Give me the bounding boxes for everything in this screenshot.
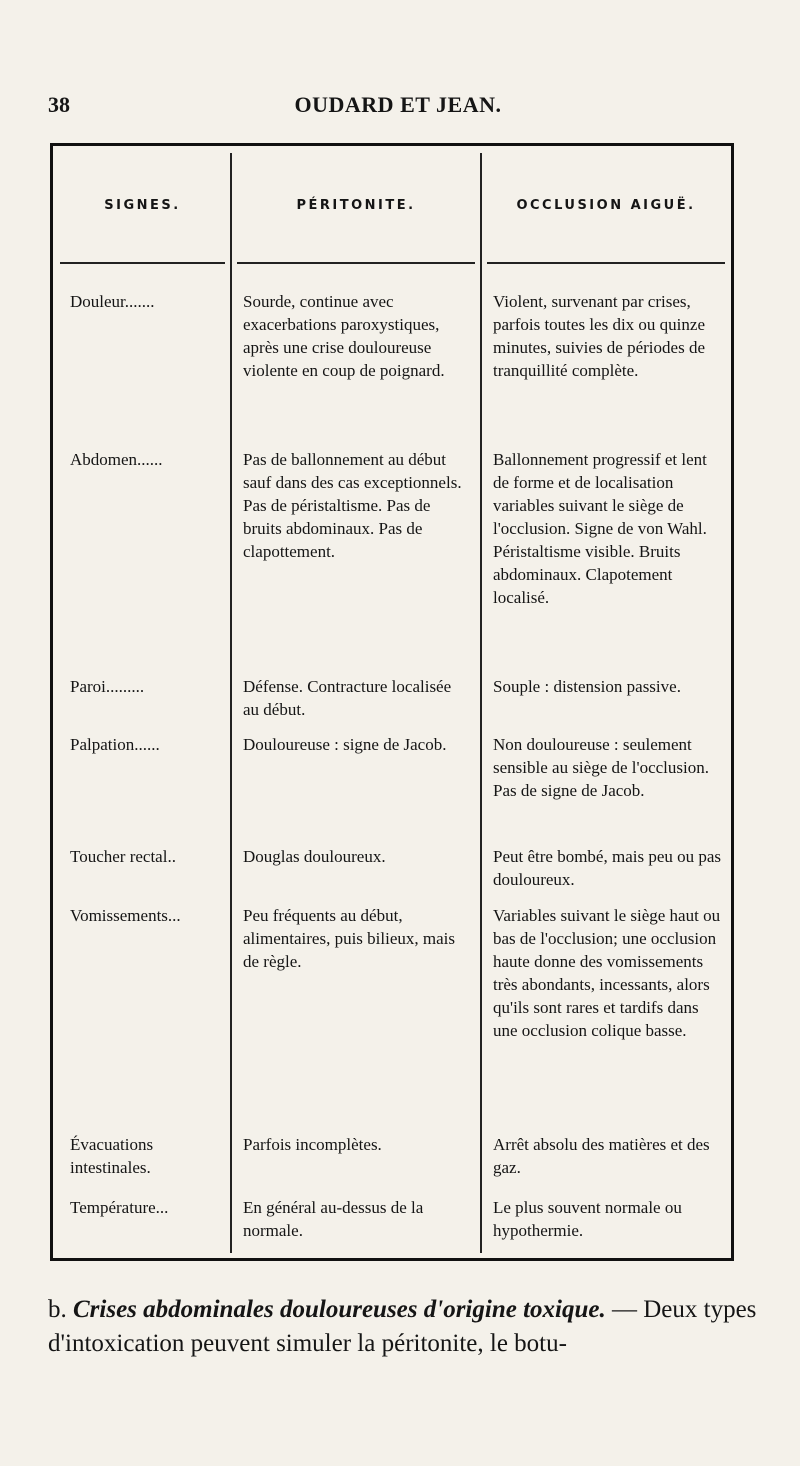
sign-cell: Palpation...... [70,735,160,754]
page-number: 38 [48,92,70,117]
section-subheading: Crises abdominales douloureuses d'origine toxique. [73,1296,606,1323]
occlusion-cell: Souple : distension passive. [493,677,681,696]
peritonite-cell: Douloureuse : signe de Jacob. [243,735,447,754]
sign-cell: Toucher rectal.. [70,847,176,866]
occlusion-cell: Le plus souvent normale ou hypothermie. [493,1198,682,1240]
header-rule [60,262,225,264]
peritonite-cell: Parfois incomplètes. [243,1135,382,1154]
running-title: OUDARD ET JEAN. [294,92,502,117]
sign-cell: Évacuations intestinales. [70,1135,154,1177]
sign-cell: Abdomen...... [70,450,163,469]
column-header-occlusion: OCCLUSION AIGUË. [516,198,696,213]
occlusion-cell: Arrêt absolu des matières et des gaz. [493,1135,710,1177]
paragraph-text: — Deux types d'intoxication peuvent simuler la péritonite, le botu- [48,1296,757,1357]
sign-cell: Température... [70,1198,169,1217]
column-header-peritonite: PÉRITONITE. [296,198,416,213]
sign-cell: Paroi......... [70,677,145,696]
sign-cell: Douleur....... [70,292,155,311]
occlusion-cell: Variables suivant le siège haut ou bas de l'occlusion; une occlusion haute donne des vomissements très abondants, incessants, alors qu'ils sont rares et tardifs dans une occlusion colique basse. [493,906,721,1040]
header-rule [237,262,475,264]
column-divider [480,153,482,1253]
peritonite-cell: Douglas douloureux. [243,847,386,866]
occlusion-cell: Ballonnement progressif et lent de forme et de localisation variables suivant le siège de l'occlusion. Signe de von Wahl. Péristaltisme visible. Bruits abdominaux. Clapotement localisé. [493,450,707,607]
section-label: b. [48,1296,67,1323]
occlusion-cell: Peut être bombé, mais peu ou pas douloureux. [493,847,722,889]
sign-cell: Vomissements... [70,906,181,925]
page-header [48,92,748,122]
occlusion-cell: Non douloureuse : seulement sensible au siège de l'occlusion. Pas de signe de Jacob. [493,735,709,800]
occlusion-cell: Violent, survenant par crises, parfois toutes les dix ou quinze minutes, suivies de périodes de tranquillité complète. [493,292,705,380]
peritonite-cell: Pas de ballonnement au début sauf dans des cas exceptionnels. Pas de péristaltisme. Pas de bruits abdominaux. Pas de clapottement. [243,450,462,561]
body-paragraph [48,1293,768,1361]
peritonite-cell: En général au-dessus de la normale. [243,1198,424,1240]
peritonite-cell: Sourde, continue avec exacerbations paroxystiques, après une crise douloureuse violente en coup de poignard. [243,292,445,380]
header-rule [487,262,725,264]
column-header-signes: SIGNES. [104,198,181,213]
peritonite-cell: Peu fréquents au début, alimentaires, puis bilieux, mais de règle. [243,906,455,971]
column-divider [230,153,232,1253]
peritonite-cell: Défense. Contracture localisée au début. [243,677,452,719]
